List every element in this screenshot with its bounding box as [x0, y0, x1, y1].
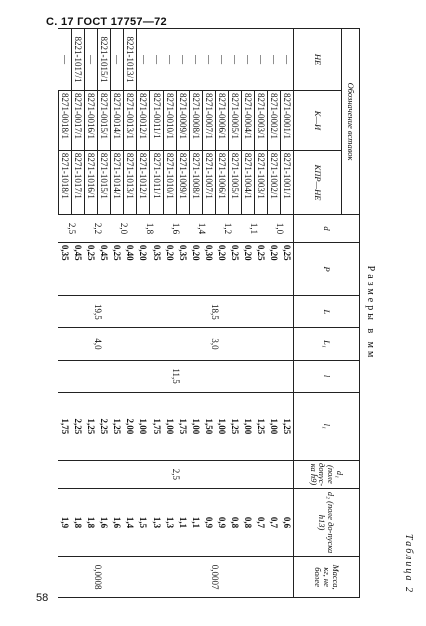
- d1-header: d₁ (поле допус-ка h9): [294, 461, 360, 489]
- l1-cell: 1,25: [280, 392, 293, 460]
- l1-cell: 1,25: [254, 392, 267, 460]
- p-header: P: [294, 242, 360, 295]
- p-cell: 0,30: [202, 242, 215, 295]
- kpr-cell: 8271-1008/1: [189, 150, 202, 214]
- p-cell: 0,45: [72, 242, 85, 295]
- designation-group-header: Обозначение вставок: [342, 29, 360, 215]
- d2-cell: 0,9: [215, 488, 228, 556]
- d-group-cell: 1,8: [137, 215, 163, 243]
- p-cell: 0,25: [111, 242, 124, 295]
- d2-header: d₂ (поле до-пуска h13): [294, 488, 360, 556]
- ne-cell: —: [280, 29, 293, 91]
- l1-cell: 1,00: [267, 392, 280, 460]
- d2-cell: 0,7: [254, 488, 267, 556]
- kpr-cell: 8271-1013/1: [124, 150, 137, 214]
- L1-header: L₁: [294, 328, 360, 360]
- p-cell: 0,35: [150, 242, 163, 295]
- d1-value-cell: 2,5: [59, 461, 294, 489]
- L-header: L: [294, 296, 360, 328]
- p-cell: 0,20: [215, 242, 228, 295]
- p-cell: 0,35: [176, 242, 189, 295]
- rotated-table-block: [56, 28, 416, 598]
- l1-cell: 1,00: [241, 392, 254, 460]
- ki-cell: 8271-0009/1: [176, 91, 189, 151]
- d2-cell: 1,9: [59, 488, 72, 556]
- d2-cell: 1,5: [137, 488, 150, 556]
- d2-cell: 1,4: [124, 488, 137, 556]
- d-group-cell: 2,0: [111, 215, 137, 243]
- L1-group-cell: 3,0: [137, 328, 294, 360]
- d-group-cell: 1,4: [189, 215, 215, 243]
- l1-cell: 1,00: [163, 392, 176, 460]
- ne-cell: 8221-1015/1: [98, 29, 111, 91]
- d2-cell: 0,8: [228, 488, 241, 556]
- p-cell: 0,40: [124, 242, 137, 295]
- kpr-cell: 8271-1017/1: [72, 150, 85, 214]
- kpr-header: КПР—НЕ: [294, 150, 342, 214]
- p-cell: 0,25: [228, 242, 241, 295]
- ki-cell: 8271-0007/1: [202, 91, 215, 151]
- d-header: d: [294, 215, 360, 243]
- l1-cell: 2,25: [72, 392, 85, 460]
- table-title: Размеры в мм: [365, 265, 376, 361]
- d2-cell: 0,8: [241, 488, 254, 556]
- d2-cell: 0,6: [280, 488, 293, 556]
- ki-cell: 8271-0006/1: [215, 91, 228, 151]
- ne-cell: —: [137, 29, 150, 91]
- d2-cell: 0,7: [267, 488, 280, 556]
- ne-cell: —: [163, 29, 176, 91]
- d-group-cell: 2,5: [59, 215, 85, 243]
- l1-cell: 1,25: [111, 392, 124, 460]
- p-cell: 0,35: [59, 242, 72, 295]
- l1-cell: 1,75: [59, 392, 72, 460]
- ki-cell: 8271-0003/1: [254, 91, 267, 151]
- ne-cell: —: [150, 29, 163, 91]
- ne-cell: —: [85, 29, 98, 91]
- kpr-cell: 8271-1006/1: [215, 150, 228, 214]
- L-group-cell: 18,5: [137, 296, 294, 328]
- d2-cell: 0,9: [202, 488, 215, 556]
- l1-cell: 1,00: [137, 392, 150, 460]
- l1-cell: 1,25: [85, 392, 98, 460]
- l-value-cell: 11,5: [59, 360, 294, 392]
- p-cell: 0,20: [267, 242, 280, 295]
- p-cell: 0,25: [85, 242, 98, 295]
- ne-cell: 8221-1017/1: [72, 29, 85, 91]
- d2-cell: 1,1: [176, 488, 189, 556]
- ne-cell: —: [254, 29, 267, 91]
- kpr-cell: 8271-1005/1: [228, 150, 241, 214]
- ki-cell: 8271-0001/1: [280, 91, 293, 151]
- ki-cell: 8271-0017/1: [72, 91, 85, 151]
- mass-group-cell: 0,0007: [137, 557, 294, 598]
- ne-cell: —: [189, 29, 202, 91]
- ne-header: НЕ: [294, 29, 342, 91]
- mass-header: Масса, кг, не более: [294, 557, 360, 598]
- ki-cell: 8271-0018/1: [59, 91, 72, 151]
- ki-cell: 8271-0013/1: [124, 91, 137, 151]
- p-cell: 0,25: [254, 242, 267, 295]
- l1-cell: 2,25: [98, 392, 111, 460]
- L-group-cell: 19,5: [59, 296, 137, 328]
- ne-cell: —: [215, 29, 228, 91]
- d2-cell: 1,1: [189, 488, 202, 556]
- p-cell: 0,20: [163, 242, 176, 295]
- ki-cell: 8271-0016/1: [85, 91, 98, 151]
- page-header: С. 17 ГОСТ 17757—72: [46, 16, 167, 28]
- ne-cell: —: [228, 29, 241, 91]
- kpr-cell: 8271-1002/1: [267, 150, 280, 214]
- d2-cell: 1,6: [98, 488, 111, 556]
- l1-cell: 1,50: [202, 392, 215, 460]
- ki-cell: 8271-0012/1: [137, 91, 150, 151]
- ki-cell: 8271-0010/1: [163, 91, 176, 151]
- page-number: 58: [36, 592, 49, 604]
- ki-cell: 8271-0008/1: [189, 91, 202, 151]
- kpr-cell: 8271-1003/1: [254, 150, 267, 214]
- kpr-cell: 8271-1012/1: [137, 150, 150, 214]
- ki-cell: 8271-0005/1: [228, 91, 241, 151]
- L1-group-cell: 4,0: [59, 328, 137, 360]
- l1-cell: 2,00: [124, 392, 137, 460]
- kpr-cell: 8271-1018/1: [59, 150, 72, 214]
- d-group-cell: 1,6: [163, 215, 189, 243]
- ki-cell: 8271-0002/1: [267, 91, 280, 151]
- ne-cell: —: [59, 29, 72, 91]
- ki-cell: 8271-0014/1: [111, 91, 124, 151]
- ne-cell: —: [176, 29, 189, 91]
- kpr-cell: 8271-1009/1: [176, 150, 189, 214]
- ki-header: К—И: [294, 91, 342, 151]
- kpr-cell: 8271-1010/1: [163, 150, 176, 214]
- mass-group-cell: 0,0008: [59, 557, 137, 598]
- d2-cell: 1,8: [72, 488, 85, 556]
- ne-cell: —: [111, 29, 124, 91]
- kpr-cell: 8271-1007/1: [202, 150, 215, 214]
- l1-cell: 1,75: [150, 392, 163, 460]
- dimensions-table: [58, 28, 360, 598]
- p-cell: 0,25: [280, 242, 293, 295]
- l-header: l: [294, 360, 360, 392]
- l1-cell: 1,00: [215, 392, 228, 460]
- ne-cell: —: [241, 29, 254, 91]
- table-caption: Таблица 2: [403, 534, 414, 594]
- ki-cell: 8271-0011/1: [150, 91, 163, 151]
- l1-cell: 1,00: [189, 392, 202, 460]
- ne-cell: —: [202, 29, 215, 91]
- l1-cell: 1,25: [228, 392, 241, 460]
- p-cell: 0,20: [241, 242, 254, 295]
- d-group-cell: 1,2: [215, 215, 241, 243]
- l1-header: l₁: [294, 392, 360, 460]
- p-cell: 0,20: [189, 242, 202, 295]
- d2-cell: 1,8: [85, 488, 98, 556]
- d-group-cell: 1,0: [267, 215, 293, 243]
- ne-cell: 8221-1013/1: [124, 29, 137, 91]
- ki-cell: 8271-0015/1: [98, 91, 111, 151]
- ne-cell: —: [267, 29, 280, 91]
- kpr-cell: 8271-1016/1: [85, 150, 98, 214]
- d2-cell: 1,3: [150, 488, 163, 556]
- l1-cell: 1,75: [176, 392, 189, 460]
- kpr-cell: 8271-1015/1: [98, 150, 111, 214]
- d-group-cell: 2,2: [85, 215, 111, 243]
- kpr-cell: 8271-1004/1: [241, 150, 254, 214]
- d2-cell: 1,3: [163, 488, 176, 556]
- p-cell: 0,45: [98, 242, 111, 295]
- d-group-cell: 1,1: [241, 215, 267, 243]
- kpr-cell: 8271-1011/1: [150, 150, 163, 214]
- d2-cell: 1,6: [111, 488, 124, 556]
- kpr-cell: 8271-1014/1: [111, 150, 124, 214]
- p-cell: 0,20: [137, 242, 150, 295]
- kpr-cell: 8271-1001/1: [280, 150, 293, 214]
- ki-cell: 8271-0004/1: [241, 91, 254, 151]
